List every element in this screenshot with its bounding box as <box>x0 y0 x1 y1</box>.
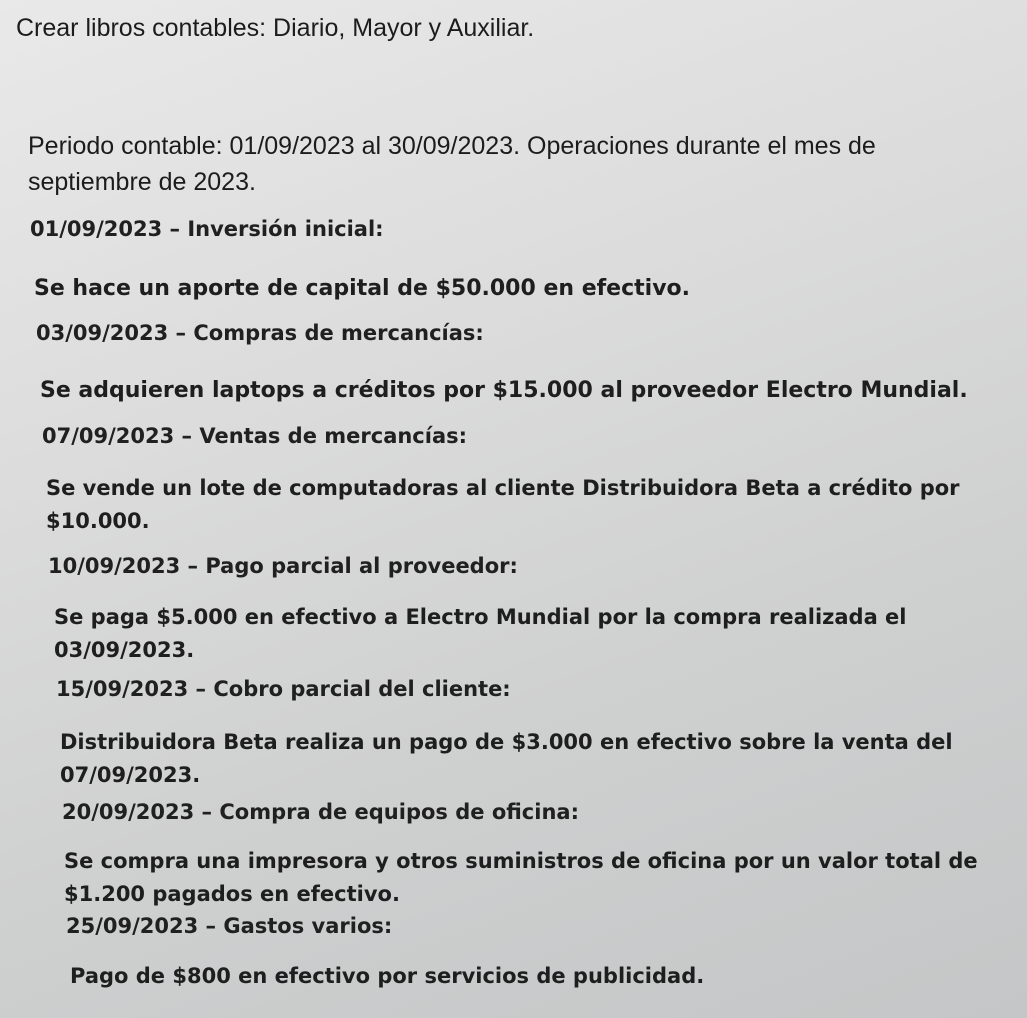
document-title: Crear libros contables: Diario, Mayor y Auxiliar. <box>16 14 535 42</box>
entry-heading: 10/09/2023 – Pago parcial al proveedor: <box>48 554 518 578</box>
entry-heading: 03/09/2023 – Compras de mercancías: <box>36 321 484 345</box>
entry-heading: 25/09/2023 – Gastos varios: <box>66 914 393 938</box>
entry-description: Distribuidora Beta realiza un pago de $3.000 en efectivo sobre la venta del 07/09/2023. <box>60 730 953 787</box>
entry-description: Pago de $800 en efectivo por servicios de publicidad. <box>70 964 705 988</box>
accounting-period: Periodo contable: 01/09/2023 al 30/09/2023. Operaciones durante el mes de septiembre de 2023. <box>28 132 876 196</box>
entry-heading: 01/09/2023 – Inversión inicial: <box>30 217 384 241</box>
entry-description: Se paga $5.000 en efectivo a Electro Mundial por la compra realizada el 03/09/2023. <box>54 605 907 662</box>
entry-heading: 20/09/2023 – Compra de equipos de oficina: <box>62 800 579 824</box>
entry-description: Se vende un lote de computadoras al cliente Distribuidora Beta a crédito por $10.000. <box>46 476 960 533</box>
entry-heading: 15/09/2023 – Cobro parcial del cliente: <box>56 677 511 701</box>
entry-heading: 07/09/2023 – Ventas de mercancías: <box>42 424 468 448</box>
entry-description: Se compra una impresora y otros suministros de oficina por un valor total de $1.200 pagados en efectivo. <box>64 849 978 906</box>
entry-description: Se hace un aporte de capital de $50.000 en efectivo. <box>34 276 691 301</box>
entry-description: Se adquieren laptops a créditos por $15.000 al proveedor Electro Mundial. <box>40 378 968 403</box>
